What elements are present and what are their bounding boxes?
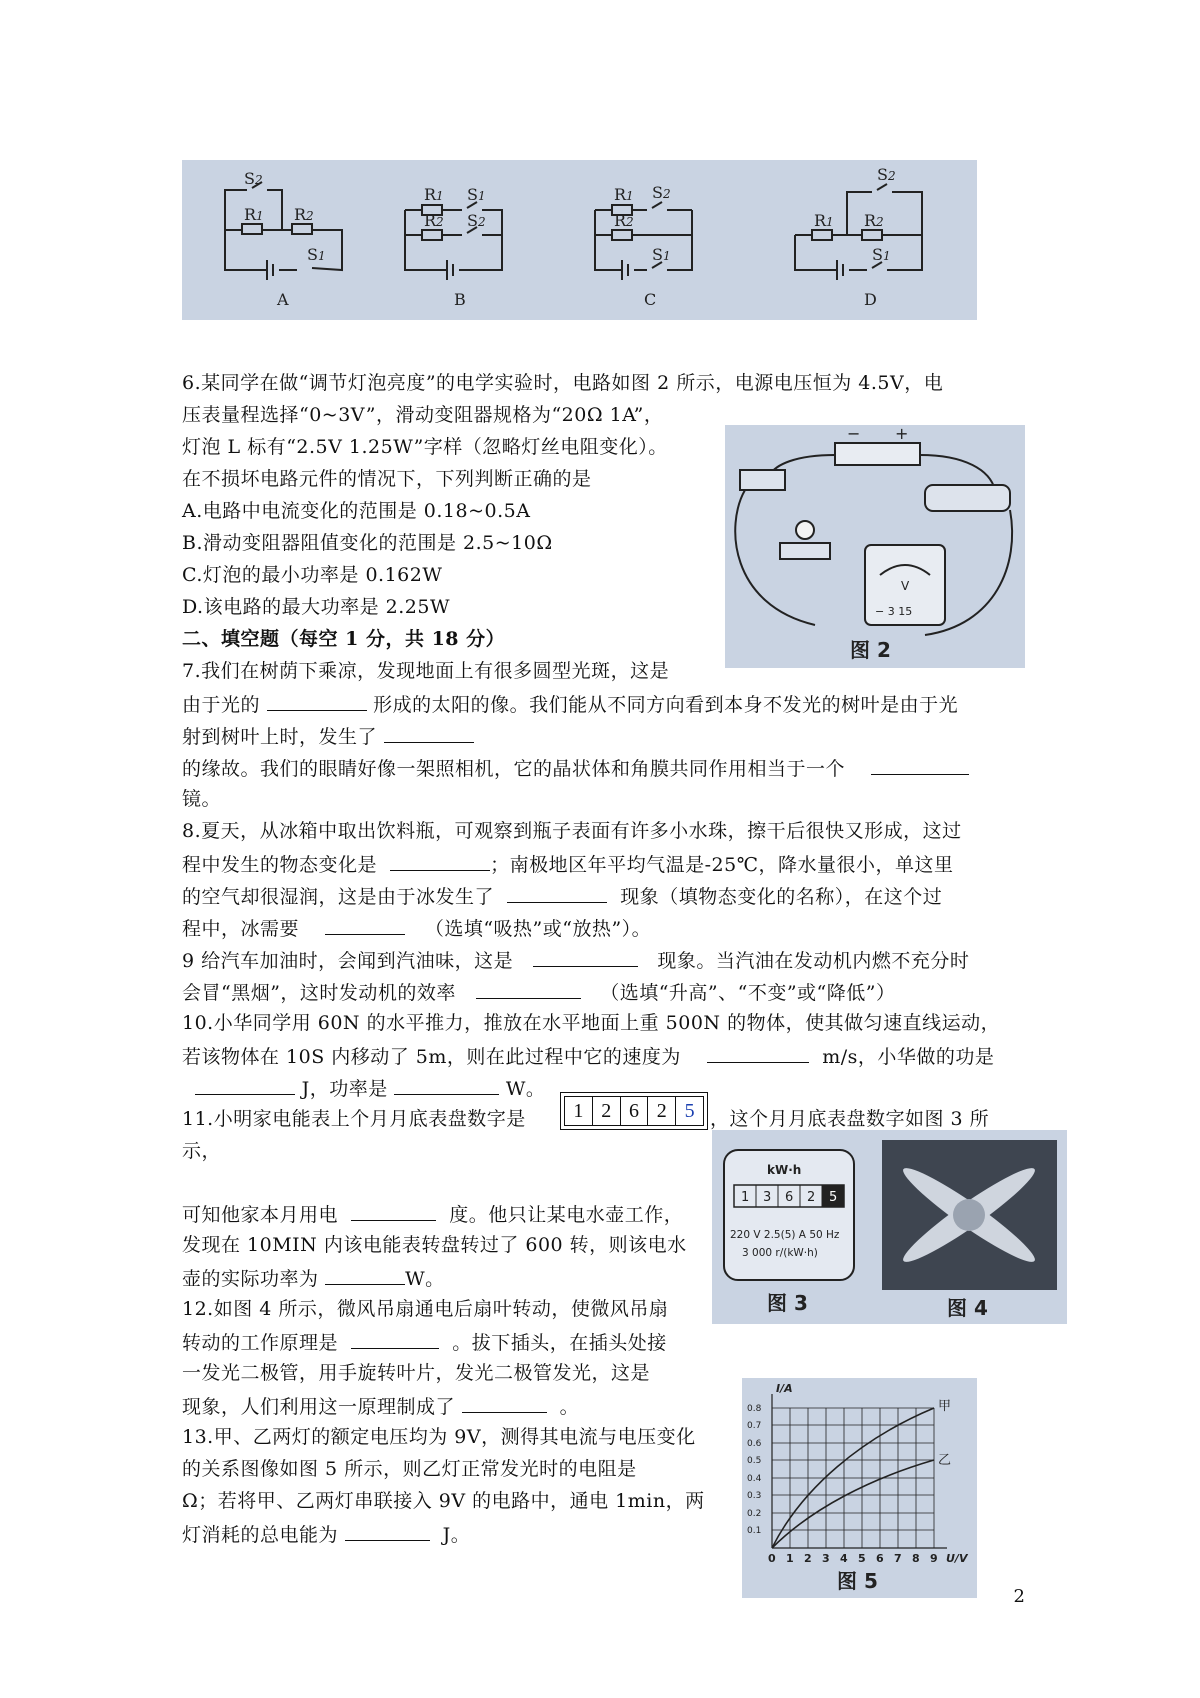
q8-text-2a: 程中发生的物态变化是 <box>182 854 378 876</box>
fig3-digit: 3 <box>763 1190 772 1205</box>
svg-text:0.8: 0.8 <box>747 1404 762 1414</box>
series-label-yi: 乙 <box>938 1453 952 1468</box>
figure-4-label: 图 4 <box>947 1296 988 1320</box>
q10-text-2b: m/s，小华做的功是 <box>822 1046 995 1068</box>
q11-blank-2[interactable] <box>325 1262 405 1285</box>
q7-text-2b: 形成的太阳的像。我们能从不同方向看到本身不发光的树叶是由于光 <box>373 694 959 716</box>
q7-text-3: 射到树叶上时，发生了 <box>182 726 378 748</box>
q6-option-d: D.该电路的最大功率是 2.25W <box>182 596 450 618</box>
q13-line-3: Ω；若将甲、乙两灯串联接入 9V 的电路中，通电 1min，两 <box>182 1490 705 1512</box>
meter-digit: 2 <box>593 1097 621 1125</box>
svg-text:9: 9 <box>930 1552 938 1565</box>
q11-text-3a: 可知他家本月用电 <box>182 1204 339 1226</box>
last-month-meter-reading <box>560 1092 708 1130</box>
q6-option-c: C.灯泡的最小功率是 0.162W <box>182 564 443 586</box>
q7-text-2a: 由于光的 <box>182 694 261 716</box>
fig3-digit: 6 <box>785 1190 794 1205</box>
svg-text:3: 3 <box>822 1552 830 1565</box>
q13-text-4b: J。 <box>442 1524 471 1546</box>
svg-text:R2: R2 <box>614 211 634 230</box>
meter-digit: 6 <box>621 1097 649 1125</box>
svg-text:R2: R2 <box>424 211 444 230</box>
q9-blank-1[interactable] <box>533 944 638 967</box>
q7-line-4 <box>182 752 969 784</box>
q11-text-3b: 度。他只让某电水壶工作， <box>449 1204 684 1226</box>
q8-line-3 <box>182 880 942 912</box>
q11-line-2: 示， <box>182 1140 222 1162</box>
q6-line-1: 6.某同学在做“调节灯泡亮度”的电学实验时，电路如图 2 所示，电源电压恒为 4.5V，电 <box>182 372 944 394</box>
svg-text:S1: S1 <box>467 185 486 204</box>
q12-text-2b: 。拔下插头，在插头处接 <box>452 1332 667 1354</box>
q8-text-4a: 程中，冰需要 <box>182 918 300 940</box>
q11-line-1b: ，这个月月底表盘数字如图 3 所 <box>710 1108 990 1130</box>
series-label-jia: 甲 <box>938 1399 952 1414</box>
fig5-xlabel: U/V <box>946 1552 968 1565</box>
q6-option-b: B.滑动变阻器阻值变化的范围是 2.5~10Ω <box>182 532 553 554</box>
fig3-unit: kW·h <box>767 1163 802 1177</box>
svg-text:0.4: 0.4 <box>747 1474 762 1484</box>
q12-blank-1[interactable] <box>351 1326 439 1349</box>
q10-text-3a: J，功率是 <box>301 1078 388 1100</box>
q11-blank-1[interactable] <box>351 1198 436 1221</box>
q9-text-2a: 会冒“黑烟”，这时发动机的效率 <box>182 982 456 1004</box>
svg-text:S2: S2 <box>467 211 486 230</box>
q7-blank-1[interactable] <box>267 688 367 711</box>
circuit-label-a: A <box>277 290 289 309</box>
svg-text:S2: S2 <box>877 165 896 184</box>
q11-text-5a: 壶的实际功率为 <box>182 1268 319 1290</box>
q9-text-1a: 9 给汽车加油时，会闻到汽油味，这是 <box>182 950 514 972</box>
section-2-heading: 二、填空题（每空 1 分，共 18 分） <box>182 628 506 650</box>
svg-text:0.3: 0.3 <box>747 1491 762 1501</box>
q13-line-1: 13.甲、乙两灯的额定电压均为 9V，测得其电流与电压变化 <box>182 1426 696 1448</box>
q12-line-4 <box>182 1390 579 1422</box>
q7-line-5: 镜。 <box>182 788 222 810</box>
figure-5-svg <box>742 1378 977 1598</box>
svg-text:+: + <box>895 425 909 443</box>
q6-option-a: A.电路中电流变化的范围是 0.18~0.5A <box>182 500 531 522</box>
q9-text-1b: 现象。当汽油在发动机内燃不充分时 <box>657 950 970 972</box>
q11-text-5b: W。 <box>405 1268 445 1290</box>
circuit-options-svg <box>182 160 977 320</box>
curve-yi <box>772 1460 934 1548</box>
svg-text:S1: S1 <box>307 245 326 264</box>
q10-text-2a: 若该物体在 10S 内移动了 5m，则在此过程中它的速度为 <box>182 1046 681 1068</box>
svg-text:− 3 15: − 3 15 <box>875 605 913 618</box>
q10-blank-3[interactable] <box>394 1072 499 1095</box>
q8-text-3b: 现象（填物态变化的名称），在这个过 <box>620 886 943 908</box>
svg-text:R1: R1 <box>614 185 634 204</box>
q11-line-5 <box>182 1262 445 1294</box>
svg-text:S2: S2 <box>244 169 263 188</box>
q13-line-2: 的关系图像如图 5 所示，则乙灯正常发光时的电阻是 <box>182 1458 637 1480</box>
figure-3-4-svg <box>712 1130 1067 1324</box>
q7-line-2 <box>182 688 958 720</box>
q11-line-4: 发现在 10MIN 内该电能表转盘转过了 600 转，则该电水 <box>182 1234 687 1256</box>
svg-text:0.7: 0.7 <box>747 1421 762 1431</box>
circuit-label-b: B <box>454 290 466 309</box>
q9-text-2b: （选填“升高”、“不变”或“降低”） <box>600 982 896 1004</box>
q7-text-4: 的缘故。我们的眼睛好像一架照相机，它的晶状体和角膜共同作用相当于一个 <box>182 758 846 780</box>
svg-text:1: 1 <box>786 1552 794 1565</box>
svg-text:R1: R1 <box>424 185 444 204</box>
q10-line-2 <box>182 1040 994 1072</box>
q7-blank-3[interactable] <box>871 752 969 775</box>
q10-line-3 <box>182 1072 545 1104</box>
q8-text-4b: （选填“吸热”或“放热”）。 <box>424 918 652 940</box>
q12-text-4b: 。 <box>559 1396 580 1418</box>
circuit-label-c: C <box>644 290 657 309</box>
meter-digit: 1 <box>565 1097 593 1125</box>
q8-blank-1[interactable] <box>390 848 490 871</box>
fig5-ylabel: I/A <box>776 1382 793 1395</box>
q8-text-3a: 的空气却很湿润，这是由于冰发生了 <box>182 886 495 908</box>
q7-line-1: 7.我们在树荫下乘凉，发现地面上有很多圆型光斑，这是 <box>182 660 670 682</box>
svg-text:2: 2 <box>804 1552 812 1565</box>
q12-line-3: 一发光二极管，用手旋转叶片，发光二极管发光，这是 <box>182 1362 651 1384</box>
q8-blank-2[interactable] <box>507 880 607 903</box>
page-number: 2 <box>1013 1586 1025 1607</box>
circuit-options-figure <box>182 160 977 320</box>
q13-line-4 <box>182 1518 470 1550</box>
fig3-digit: 5 <box>829 1190 838 1205</box>
svg-text:R1: R1 <box>244 205 264 224</box>
svg-text:0.5: 0.5 <box>747 1456 762 1466</box>
svg-text:0: 0 <box>768 1552 776 1565</box>
q12-line-1: 12.如图 4 所示，微风吊扇通电后扇叶转动，使微风吊扇 <box>182 1298 669 1320</box>
fig3-spec-1: 220 V 2.5(5) A 50 Hz <box>730 1229 840 1241</box>
figure-2-svg <box>725 425 1025 668</box>
q10-text-3b: W。 <box>505 1078 546 1100</box>
svg-text:0.6: 0.6 <box>747 1439 762 1449</box>
q10-line-1: 10.小华同学用 60N 的水平推力，推放在水平地面上重 500N 的物体，使其做匀速直线运动， <box>182 1012 1001 1034</box>
svg-text:V: V <box>901 579 910 593</box>
svg-text:8: 8 <box>912 1552 920 1565</box>
svg-text:R2: R2 <box>294 205 314 224</box>
svg-text:0.1: 0.1 <box>747 1526 762 1536</box>
figure-5-label: 图 5 <box>837 1569 878 1593</box>
figure-3-label: 图 3 <box>767 1291 808 1315</box>
q8-line-4 <box>182 912 651 944</box>
circuit-label-d: D <box>864 290 877 309</box>
q6-line-2: 压表量程选择“0~3V”，滑动变阻器规格为“20Ω 1A”， <box>182 404 664 426</box>
q11-line-1a: 11.小明家电能表上个月月底表盘数字是 <box>182 1108 526 1130</box>
svg-text:R1: R1 <box>814 211 834 230</box>
svg-text:7: 7 <box>894 1552 902 1565</box>
figure-2-label: 图 2 <box>850 638 891 662</box>
figure-5-graph-photo <box>742 1378 977 1598</box>
q9-line-2 <box>182 976 895 1008</box>
svg-text:S2: S2 <box>652 183 671 202</box>
q7-line-3 <box>182 720 474 752</box>
fig3-spec-2: 3 000 r/(kW·h) <box>742 1247 818 1259</box>
meter-digit: 5 <box>684 1100 695 1122</box>
svg-text:S1: S1 <box>652 245 671 264</box>
q8-text-2b: ；南极地区年平均气温是-25℃，降水量很小，单这里 <box>490 854 954 876</box>
q10-blank-1[interactable] <box>707 1040 809 1063</box>
q9-blank-2[interactable] <box>476 976 581 999</box>
svg-text:4: 4 <box>840 1552 848 1565</box>
svg-text:S1: S1 <box>872 245 891 264</box>
q8-blank-3[interactable] <box>325 912 405 935</box>
svg-text:−: − <box>847 425 861 443</box>
q8-line-2 <box>182 848 953 880</box>
meter-digit: 2 <box>648 1097 676 1125</box>
fig3-digit: 1 <box>741 1190 750 1205</box>
q10-blank-2[interactable] <box>195 1072 295 1095</box>
svg-text:0.2: 0.2 <box>747 1509 762 1519</box>
figure-2-photo <box>725 425 1025 668</box>
q6-line-4: 在不损坏电路元件的情况下，下列判断正确的是 <box>182 468 592 490</box>
q12-text-2a: 转动的工作原理是 <box>182 1332 339 1354</box>
q13-blank-1[interactable] <box>345 1518 430 1541</box>
svg-text:6: 6 <box>876 1552 884 1565</box>
figure-3-4-photo <box>712 1130 1067 1324</box>
fig3-digit: 2 <box>807 1190 816 1205</box>
q11-line-3 <box>182 1198 683 1230</box>
q7-blank-2[interactable] <box>384 720 474 743</box>
q12-line-2 <box>182 1326 667 1358</box>
q12-text-4a: 现象，人们利用这一原理制成了 <box>182 1396 456 1418</box>
q9-line-1 <box>182 944 969 976</box>
q6-line-3: 灯泡 L 标有“2.5V 1.25W”字样（忽略灯丝电阻变化）。 <box>182 436 668 458</box>
svg-text:5: 5 <box>858 1552 866 1565</box>
q13-text-4a: 灯消耗的总电能为 <box>182 1524 339 1546</box>
svg-text:R2: R2 <box>864 211 884 230</box>
q12-blank-2[interactable] <box>462 1390 547 1413</box>
q8-line-1: 8.夏天，从冰箱中取出饮料瓶，可观察到瓶子表面有许多小水珠，擦干后很快又形成，这过 <box>182 820 962 842</box>
